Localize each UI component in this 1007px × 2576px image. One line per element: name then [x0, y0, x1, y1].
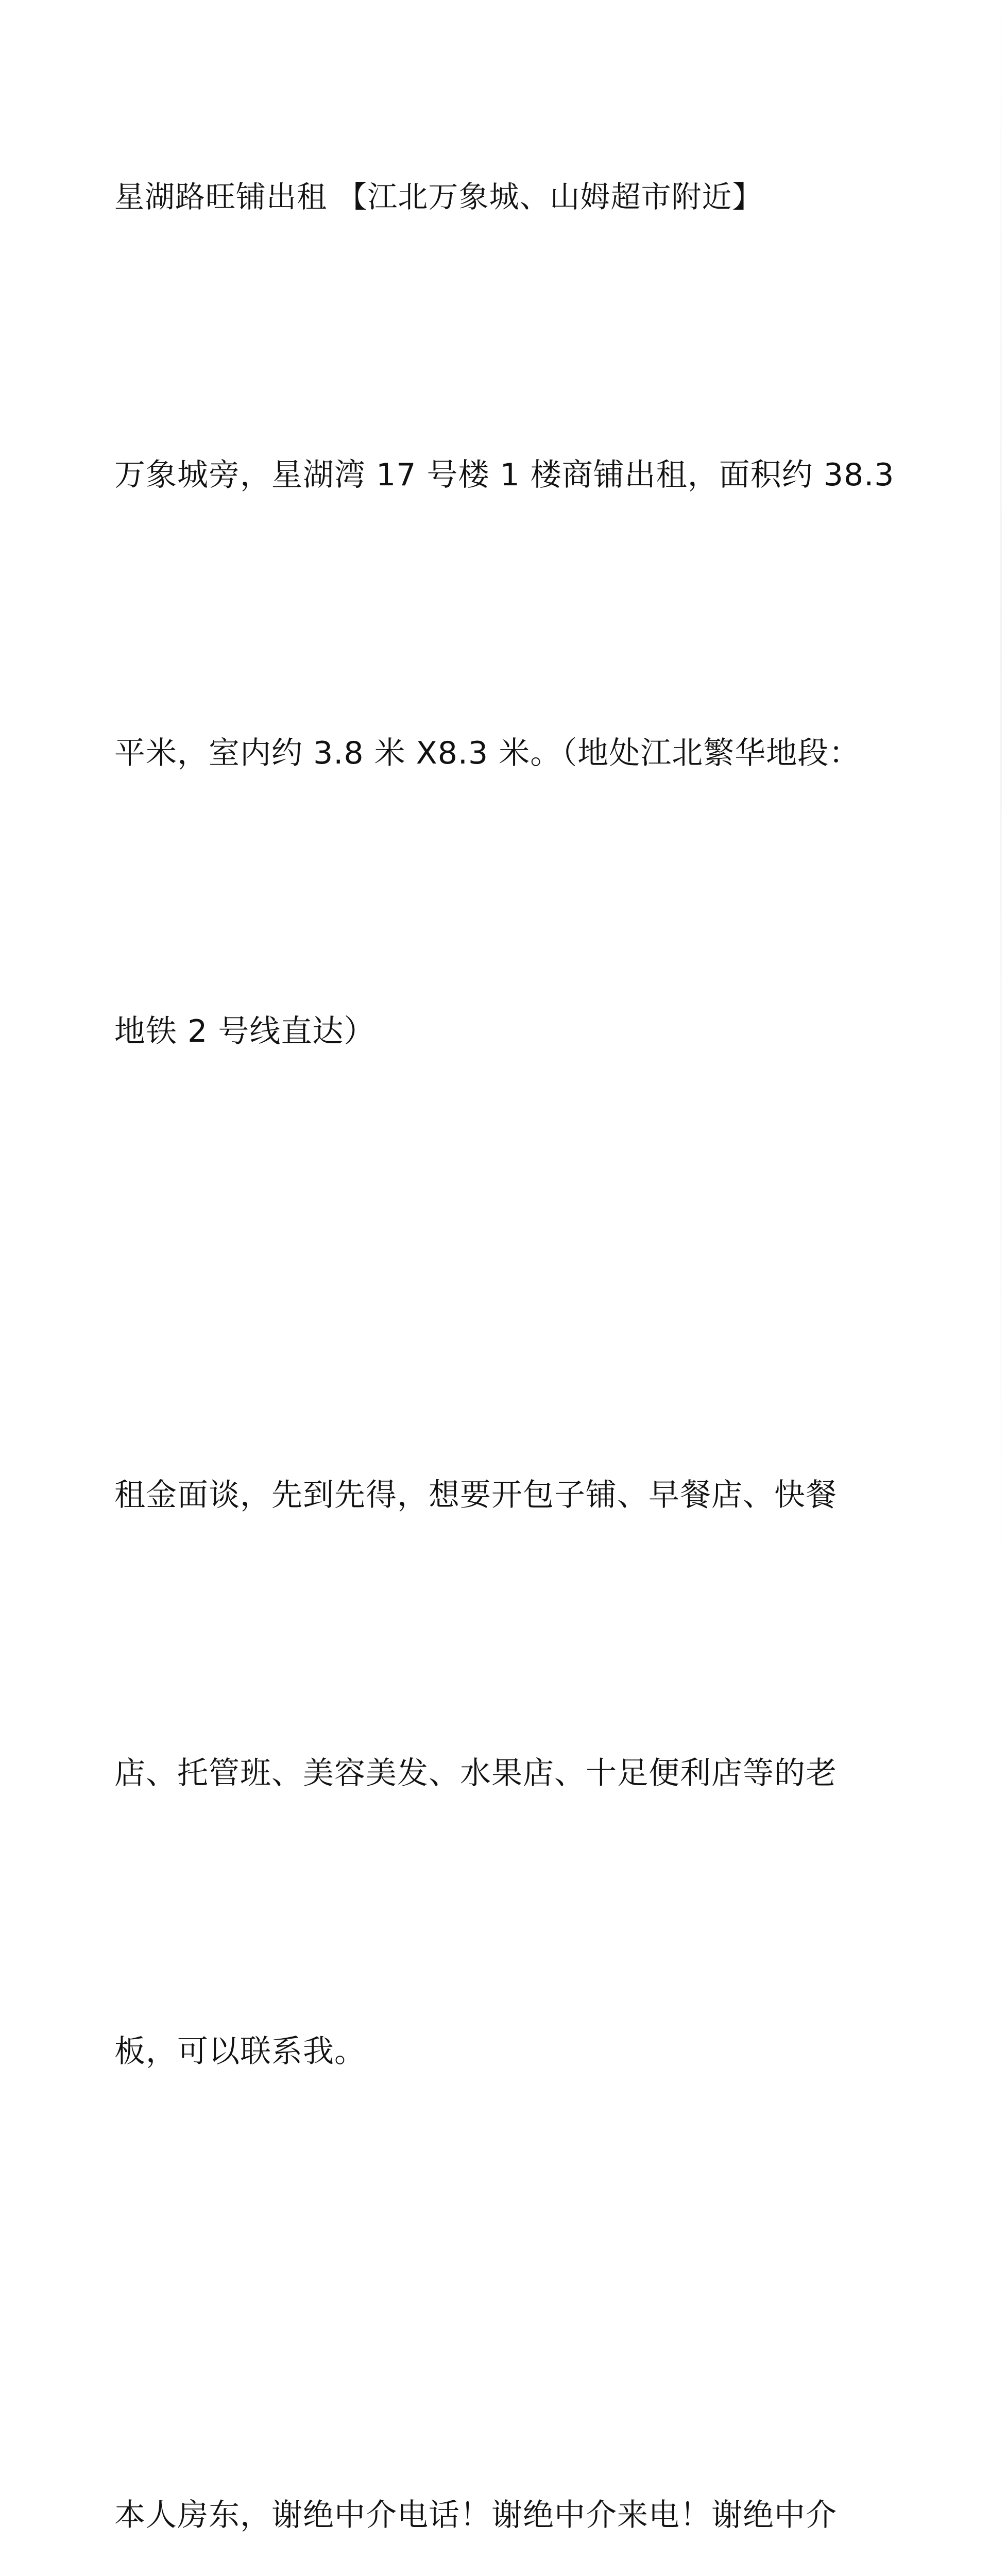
text-line: 店、托管班、美容美发、水果店、十足便利店等的老: [114, 1755, 837, 1791]
text-line: 平米，室内约 3.8 米 X8.3 米。（地处江北繁华地段：: [114, 735, 861, 771]
text-line: 租金面谈，先到先得，想要开包子铺、早餐店、快餐: [114, 1477, 837, 1513]
text-line: 板，可以联系我。: [114, 2033, 366, 2070]
scan-edge-shading: [1000, 0, 1002, 1583]
paragraph-no-agents: [114, 2283, 897, 2576]
paragraph-rent: [114, 1263, 897, 2283]
text-line: 地铁 2 号线直达）: [114, 1013, 376, 1049]
document-body: [114, 174, 897, 2576]
text-line: 万象城旁，星湖湾 17 号楼 1 楼商铺出租，面积约 38.3: [114, 457, 895, 493]
text-line: 本人房东，谢绝中介电话！谢绝中介来电！谢绝中介: [114, 2497, 837, 2533]
paragraph-location: [114, 243, 897, 1263]
document-title: 星湖路旺铺出租 【江北万象城、山姆超市附近】: [114, 179, 763, 214]
